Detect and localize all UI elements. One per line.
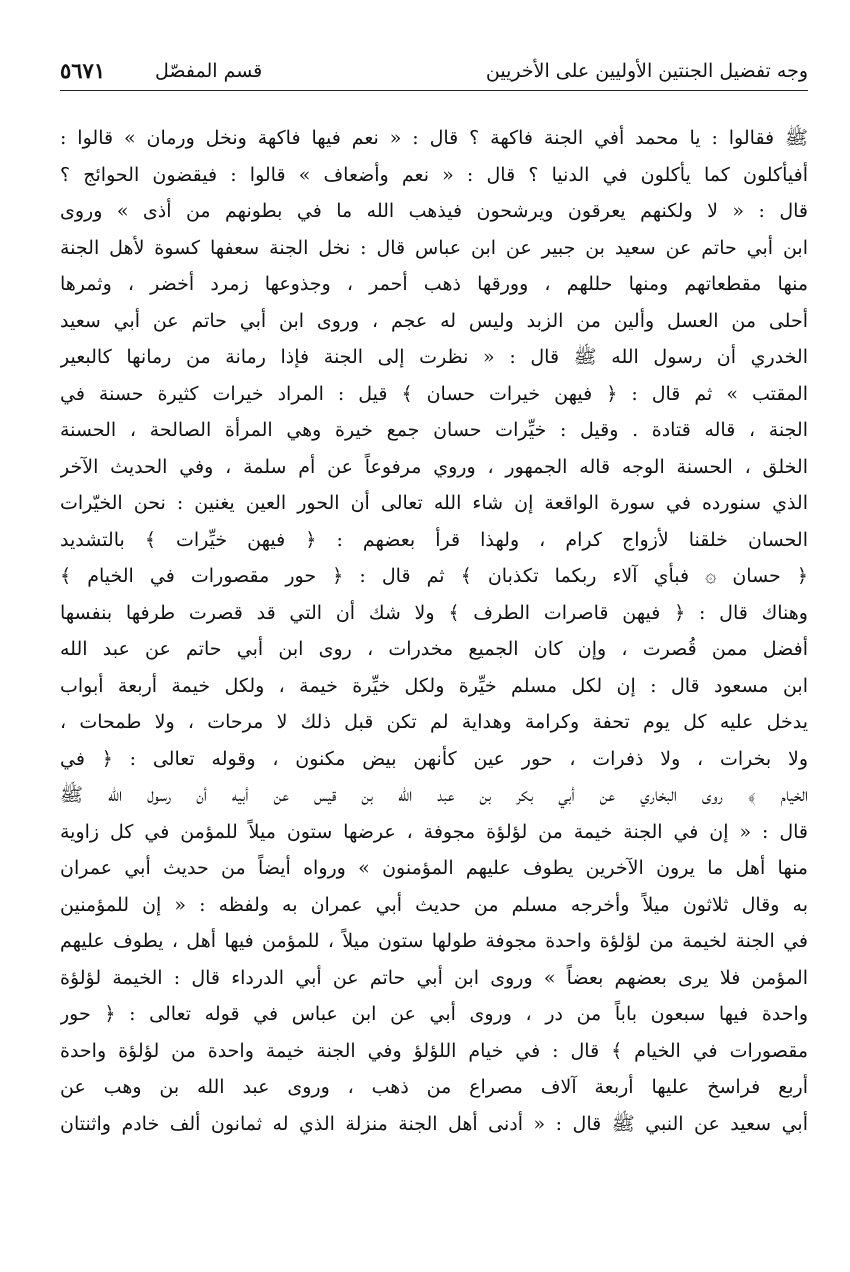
text-line: ابن مسعود قال : إن لكل مسلم خيِّرة ولكل خيِّرة خيمة ، ولكل خيمة أربعة أبواب bbox=[60, 674, 808, 697]
page-header bbox=[60, 58, 808, 91]
text-line: منها أهل ما يرون الآخرين يطوف عليهم المؤمنون » ورواه أيضاً من حديث أبي عمران bbox=[60, 857, 808, 879]
book-page bbox=[60, 50, 808, 1250]
text-line: ﴿ حسان ۞ فبأي آلاء ربكما تكذبان ﴾ ثم قال : ﴿ حور مقصورات في الخيام ﴾ bbox=[60, 565, 808, 587]
text-line: أفيأكلون كما يأكلون في الدنيا ؟ قال : « نعم وأضعاف » قالوا : فيقضون الحوائج ؟ bbox=[60, 163, 808, 186]
body-text bbox=[60, 120, 808, 1142]
text-line: به وقال ثلاثون ميلاً وأخرجه مسلم من حديث أبي عمران به ولفظه : « إن للمؤمنين bbox=[60, 893, 808, 916]
text-line: قال : « إن في الجنة خيمة من لؤلؤة مجوفة ، عرضها ستون ميلاً للمؤمن في كل زاوية bbox=[60, 820, 808, 843]
text-line: أحلى من العسل وألين من الزبد وليس له عجم ، وروى ابن أبي حاتم عن أبي سعيد bbox=[60, 309, 808, 332]
header-chapter-title: وجه تفضيل الجنتين الأوليين على الأخريين bbox=[485, 60, 808, 82]
text-line: في الجنة لخيمة من لؤلؤة واحدة مجوفة طولها ستون ميلاً ، للمؤمن فيها أهل ، يطوف عليهم bbox=[60, 930, 808, 952]
text-line: ولا بخرات ، ولا ذفرات ، حور عين كأنهن بيض مكنون ، وقوله تعالى : ﴿ في bbox=[60, 747, 808, 770]
text-line: الخيام ﴾ روى البخاري عن أبي بكر بن عبد الله بن قيس عن أبيه أن رسول الله ﷺ bbox=[60, 784, 808, 806]
text-line: الجنة ، قاله قتادة . وقيل : خيِّرات حسان جمع خيرة وهي المرأة الصالحة ، الحسنة bbox=[60, 419, 808, 441]
text-line: يدخل عليه كل يوم تحفة وكرامة وهداية لم تكن قبل ذلك لا مرحات ، ولا طمحات ، bbox=[60, 711, 808, 733]
text-line: الخلق ، الحسنة الوجه قاله الجمهور ، وروي مرفوعاً عن أم سلمة ، وفي الحديث الآخر bbox=[60, 455, 808, 478]
text-line: المؤمن فلا يرى بعضهم بعضاً » وروى ابن أبي حاتم عن أبي الدرداء قال : الخيمة لؤلؤة bbox=[60, 966, 808, 989]
text-line: وهناك قال : ﴿ فيهن قاصرات الطرف ﴾ ولا شك أن التي قد قصرت طرفها بنفسها bbox=[60, 601, 808, 624]
text-line: الخدري أن رسول الله ﷺ قال : « نظرت إلى الجنة فإذا رمانة من رمانها كالبعير bbox=[60, 346, 808, 368]
text-line: مقصورات في الخيام ﴾ قال : في خيام اللؤلؤ وفي الجنة خيمة واحدة من لؤلؤة واحدة bbox=[60, 1039, 808, 1062]
text-line: واحدة فيها سبعون باباً من در ، وروى أبي عن ابن عباس في قوله تعالى : ﴿ حور bbox=[60, 1003, 808, 1025]
text-line: أربع فراسخ عليها أربعة آلاف مصراع من ذهب ، وروى عبد الله بن وهب عن bbox=[60, 1076, 808, 1098]
page-number: ٥٦٧١ bbox=[60, 58, 106, 83]
header-section-name: قسم المفصّل bbox=[155, 60, 263, 82]
text-line: منها مقطعاتهم ومنها حللهم ، وورقها ذهب أحمر ، وجذوعها زمرد أخضر ، وثمرها bbox=[60, 273, 808, 295]
text-line: أبي سعيد عن النبي ﷺ قال : « أدنى أهل الجنة منزلة الذي له ثمانون ألف خادم واثنتان bbox=[60, 1112, 808, 1135]
text-line: ﷺ فقالوا : يا محمد أفي الجنة فاكهة ؟ قال : « نعم فيها فاكهة ونخل ورمان » قالوا : bbox=[60, 127, 808, 149]
text-line: المقتب » ثم قال : ﴿ فيهن خيرات حسان ﴾ قيل : المراد خيرات كثيرة حسنة في bbox=[60, 382, 808, 405]
text-line: ابن أبي حاتم عن سعيد بن جبير عن ابن عباس قال : نخل الجنة سعفها كسوة لأهل الجنة bbox=[60, 236, 808, 259]
text-line: الذي سنورده في سورة الواقعة إن شاء الله تعالى أن الحور العين يغنين : نحن الخيّرات bbox=[60, 492, 808, 514]
text-line: الحسان خلقنا لأزواج كرام ، ولهذا قرأ بعضهم : ﴿ فيهن خيِّرات ﴾ بالتشديد bbox=[60, 528, 808, 551]
text-line: قال : « لا ولكنهم يعرقون ويرشحون فيذهب الله ما في بطونهم من أذى » وروى bbox=[60, 200, 808, 222]
text-line: أفضل ممن قُصرت ، وإن كان الجميع مخدرات ، روى ابن أبي حاتم عن عبد الله bbox=[60, 638, 808, 660]
